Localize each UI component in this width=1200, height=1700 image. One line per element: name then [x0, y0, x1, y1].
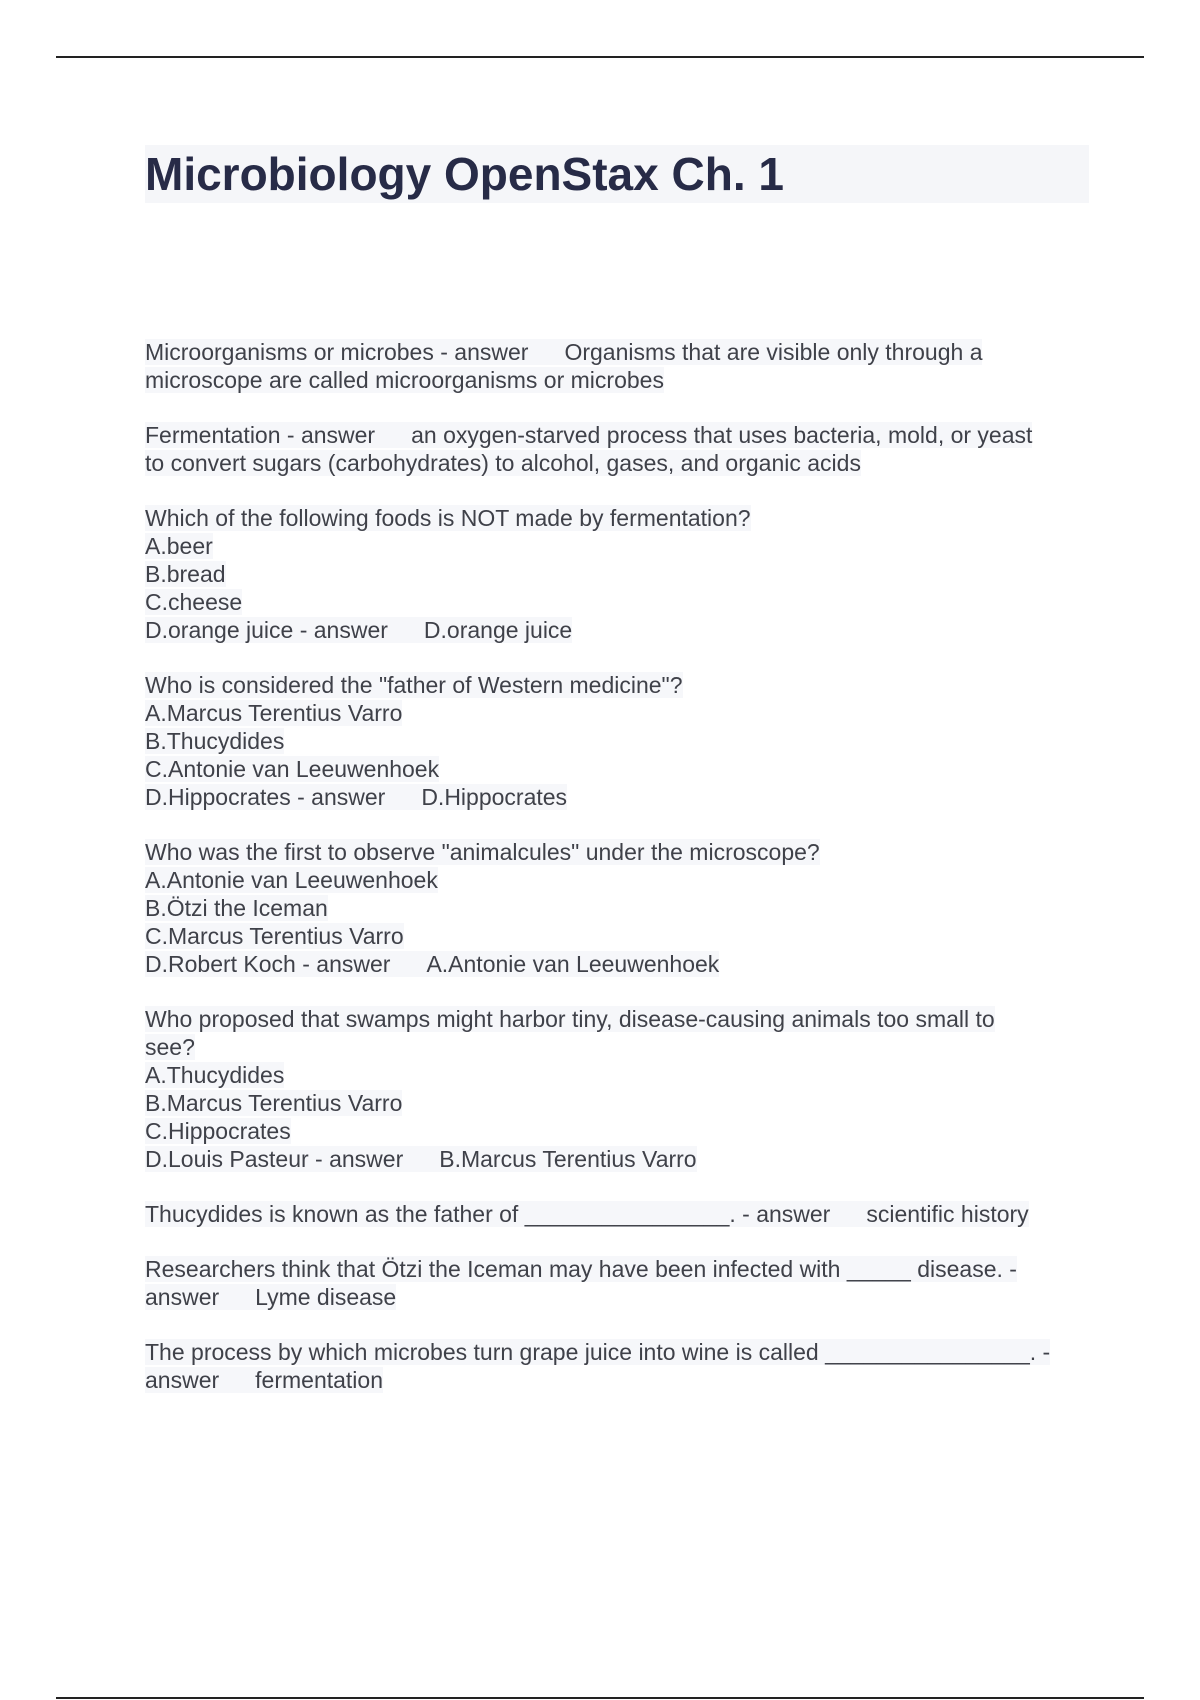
flashcard-line [145, 504, 1089, 532]
term-text: Microorganisms or microbes - answer [145, 339, 529, 365]
flashcard-line [145, 950, 1089, 978]
line-highlight [145, 728, 284, 754]
flashcard-line [145, 727, 1089, 755]
flashcard [145, 1200, 1089, 1228]
answer-text: an oxygen-starved process that uses bacteria, mold, or yeast [411, 422, 1033, 448]
line-highlight [145, 533, 213, 559]
line-highlight [145, 1118, 291, 1144]
term-text: The process by which microbes turn grape juice into wine is called ________________. - [145, 1339, 1051, 1365]
flashcard [145, 421, 1089, 477]
line-highlight [145, 589, 242, 615]
line-highlight [145, 951, 719, 977]
title-block [145, 145, 1089, 203]
answer-text: A.Antonie van Leeuwenhoek [426, 951, 720, 977]
line-highlight [145, 756, 439, 782]
flashcard-line [145, 699, 1089, 727]
flashcard-line [145, 671, 1089, 699]
line-highlight [145, 867, 438, 893]
answer-text: B.Marcus Terentius Varro [439, 1146, 697, 1172]
line-highlight [145, 505, 751, 531]
flashcard-line [145, 1117, 1089, 1145]
term-text: B.bread [145, 561, 226, 587]
flashcard-line [145, 1283, 1089, 1311]
term-text: C.Antonie van Leeuwenhoek [145, 756, 440, 782]
flashcard-line [145, 1005, 1089, 1033]
flashcard [145, 1005, 1089, 1173]
line-highlight [145, 672, 683, 698]
line-highlight [145, 422, 1032, 448]
flashcard-line [145, 338, 1089, 366]
line-highlight [145, 1062, 284, 1088]
term-text: A.Antonie van Leeuwenhoek [145, 867, 438, 893]
flashcard-line [145, 838, 1089, 866]
line-highlight [145, 1256, 1017, 1282]
term-text: see? [145, 1034, 195, 1060]
term-text: microscope are called microorganisms or microbes [145, 367, 664, 393]
flashcard-line [145, 1338, 1089, 1366]
line-highlight [145, 1339, 1050, 1365]
flashcard [145, 1338, 1089, 1394]
term-text: C.Marcus Terentius Varro [145, 923, 404, 949]
answer-text: D.orange juice [423, 617, 573, 643]
term-text: Who is considered the "father of Western medicine"? [145, 672, 683, 698]
flashcard [145, 838, 1089, 978]
flashcard-line [145, 1061, 1089, 1089]
footer-rule [56, 1697, 1144, 1699]
flashcard [145, 671, 1089, 811]
flashcard-line [145, 1089, 1089, 1117]
line-highlight [145, 839, 820, 865]
line-highlight [145, 923, 404, 949]
line-highlight [145, 1146, 697, 1172]
term-text: D.Hippocrates - answer [145, 784, 386, 810]
term-text: B.Ötzi the Iceman [145, 895, 328, 921]
flashcard-line [145, 366, 1089, 394]
line-highlight [145, 450, 861, 476]
header-rule [56, 56, 1144, 58]
flashcard-line [145, 532, 1089, 560]
flashcard-line [145, 1145, 1089, 1173]
term-text: D.Louis Pasteur - answer [145, 1146, 404, 1172]
term-text: Researchers think that Ötzi the Iceman may have been infected with _____ disease. - [145, 1256, 1017, 1282]
term-text: D.orange juice - answer [145, 617, 388, 643]
answer-text: Lyme disease [255, 1284, 397, 1310]
flashcard-line [145, 894, 1089, 922]
line-highlight [145, 367, 664, 393]
flashcard-line [145, 922, 1089, 950]
flashcard [145, 338, 1089, 394]
flashcard-line [145, 1255, 1089, 1283]
line-highlight [145, 1090, 402, 1116]
term-text: Fermentation - answer [145, 422, 376, 448]
flashcard-line [145, 616, 1089, 644]
answer-text: scientific history [866, 1201, 1029, 1227]
flashcard-line [145, 783, 1089, 811]
term-text: B.Thucydides [145, 728, 285, 754]
flashcard [145, 504, 1089, 644]
flashcard-line [145, 449, 1089, 477]
line-highlight [145, 1367, 383, 1393]
term-text: answer [145, 1284, 220, 1310]
line-highlight [145, 617, 572, 643]
flashcard-line [145, 1200, 1089, 1228]
flashcard-line [145, 755, 1089, 783]
flashcard-line [145, 1033, 1089, 1061]
line-highlight [145, 784, 567, 810]
answer-text: fermentation [255, 1367, 384, 1393]
line-highlight [145, 1034, 195, 1060]
term-text: Who was the first to observe "animalcules" under the microscope? [145, 839, 820, 865]
line-highlight [145, 339, 982, 365]
term-text: B.Marcus Terentius Varro [145, 1090, 403, 1116]
term-text: A.beer [145, 533, 213, 559]
term-text: C.Hippocrates [145, 1118, 291, 1144]
line-highlight [145, 561, 226, 587]
flashcard-list [145, 338, 1089, 1421]
answer-text: D.Hippocrates [421, 784, 568, 810]
term-text: D.Robert Koch - answer [145, 951, 391, 977]
page-title: Microbiology OpenStax Ch. 1 [145, 148, 784, 200]
term-text: answer [145, 1367, 220, 1393]
term-text: A.Thucydides [145, 1062, 285, 1088]
flashcard [145, 1255, 1089, 1311]
term-text: Which of the following foods is NOT made by fermentation? [145, 505, 751, 531]
answer-text: Organisms that are visible only through a [564, 339, 983, 365]
term-text: Thucydides is known as the father of ________________. - answer [145, 1201, 831, 1227]
flashcard-line [145, 1366, 1089, 1394]
line-highlight [145, 895, 328, 921]
term-text: C.cheese [145, 589, 243, 615]
term-text: Who proposed that swamps might harbor tiny, disease-causing animals too small to [145, 1006, 995, 1032]
term-text: A.Marcus Terentius Varro [145, 700, 403, 726]
flashcard-line [145, 421, 1089, 449]
line-highlight [145, 1284, 396, 1310]
flashcard-line [145, 560, 1089, 588]
flashcard-line [145, 588, 1089, 616]
line-highlight [145, 1201, 1029, 1227]
line-highlight [145, 700, 402, 726]
line-highlight [145, 1006, 995, 1032]
term-text: to convert sugars (carbohydrates) to alcohol, gases, and organic acids [145, 450, 861, 476]
flashcard-line [145, 866, 1089, 894]
